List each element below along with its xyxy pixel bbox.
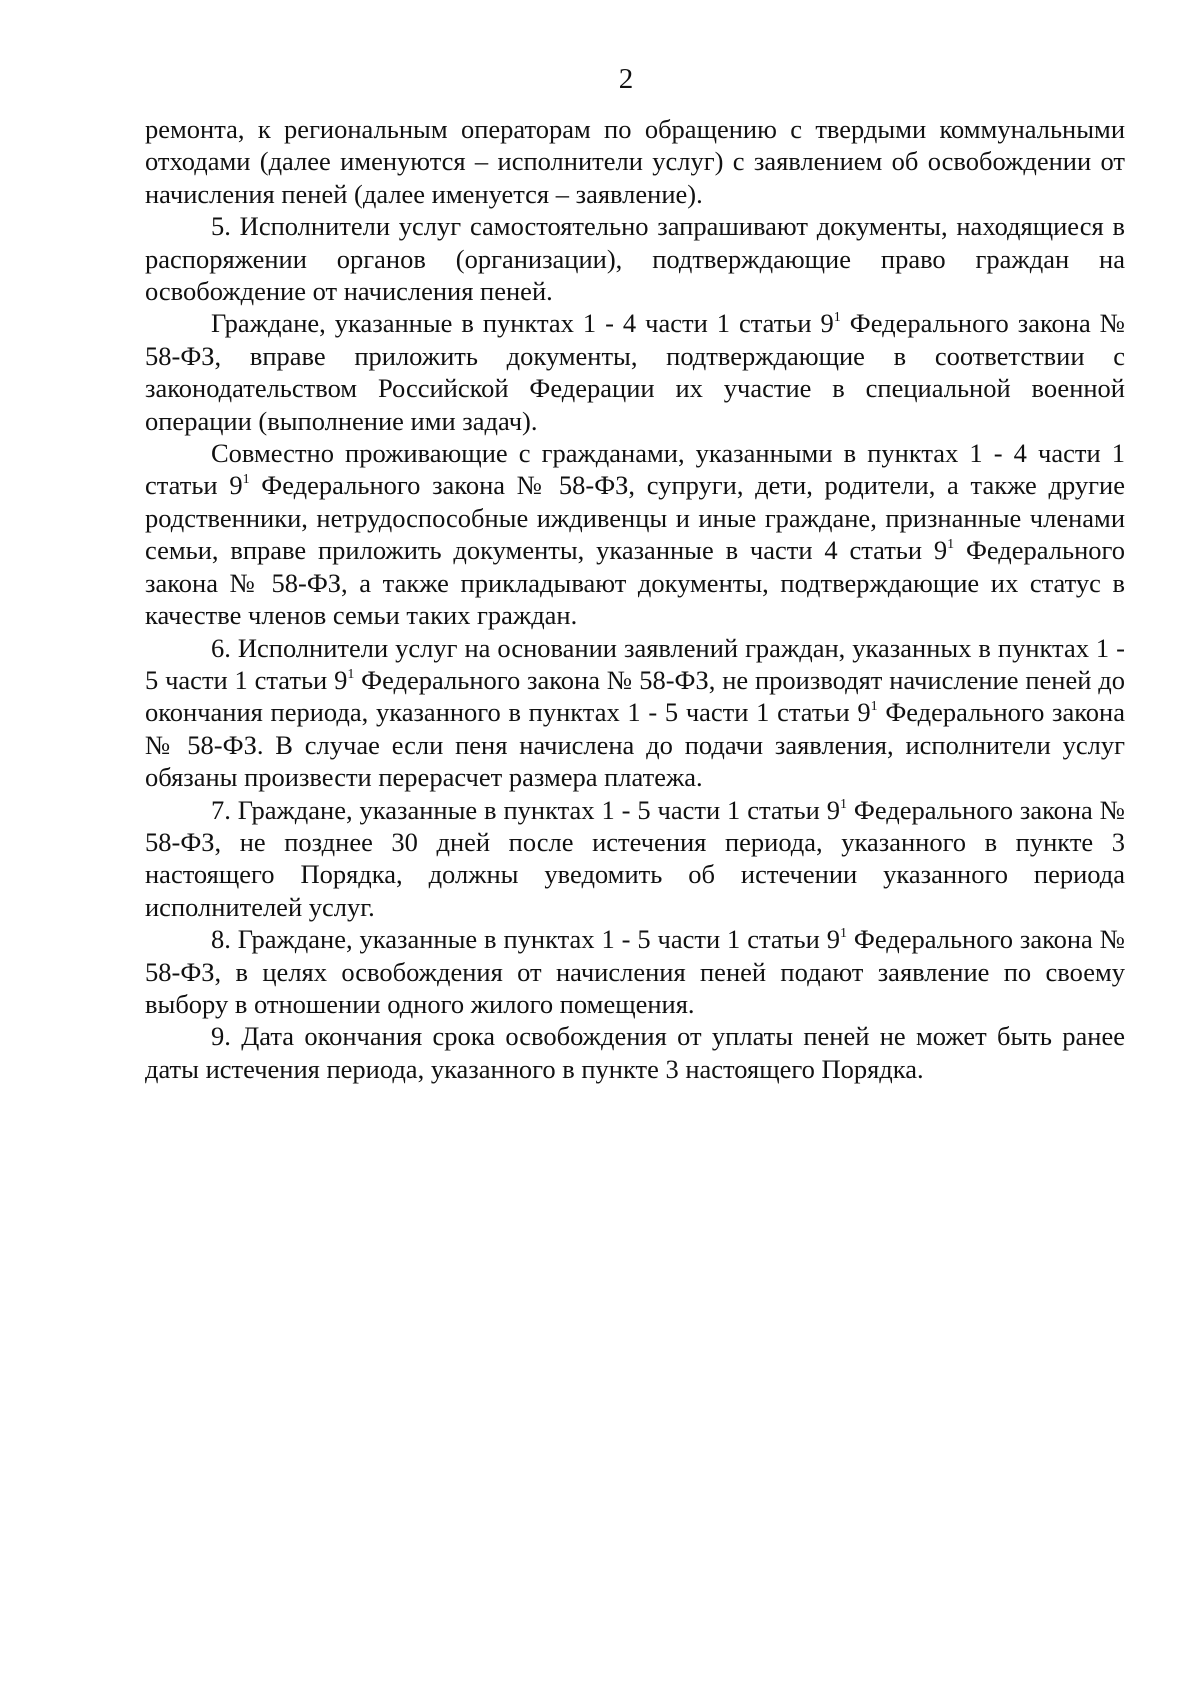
paragraph-text: 8. Граждане, указанные в пунктах 1 - 5 части 1 статьи 9 [211, 924, 840, 955]
paragraph [145, 794, 1125, 924]
paragraph-text: 5. Исполнители услуг самостоятельно запрашивают документы, находящиеся в распоряжении органов (организации), подтверждающие право граждан на освобождение от начисления пеней. [145, 211, 1125, 307]
paragraph-text: Федерального закона № 58-ФЗ, вправе приложить документы, подтверждающие в соответствии с законодательством Российской Федерации их участие в специальной военной операции (выполнение ими задач). [145, 308, 1125, 436]
paragraph [145, 1020, 1125, 1085]
paragraph-text: 9. Дата окончания срока освобождения от уплаты пеней не может быть ранее даты истечения периода, указанного в пункте 3 настоящего Порядка. [145, 1021, 1125, 1084]
paragraph-text: Федерального закона № 58-ФЗ, а также прикладывают документы, подтверждающие их статус в качестве членов семьи таких граждан. [145, 535, 1125, 631]
paragraph-text: Федерального закона № 58-ФЗ, не позднее 30 дней после истечения периода, указанного в пункте 3 настоящего Порядка, должны уведомить об истечении указанного периода исполнителей услуг. [145, 794, 1126, 922]
superscript: 1 [833, 310, 841, 326]
superscript: 1 [947, 537, 955, 553]
paragraph [145, 113, 1125, 210]
document-body [145, 113, 1125, 1085]
paragraph-text: Федерального закона № 58-ФЗ, не производят начисление пеней до окончания периода, указанного в пунктах 1 - 5 части 1 статьи 9 [145, 664, 1125, 728]
paragraph-text: Федерального закона № 58-ФЗ. В случае если пеня начислена до подачи заявления, исполнители услуг обязаны произвести перерасчет размера платежа. [145, 697, 1126, 793]
paragraph-text: 6. Исполнители услуг на основании заявлений граждан, указанных в пунктах 1 - 5 части 1 статьи 9 [145, 632, 1125, 695]
superscript: 1 [839, 926, 847, 942]
page-number: 2 [618, 63, 634, 95]
paragraph-text: Федерального закона № 58-ФЗ, в целях освобождения от начисления пеней подают заявление по своему выбору в отношении одного жилого помещения. [145, 924, 1126, 1019]
superscript: 1 [839, 796, 847, 812]
paragraph [145, 210, 1125, 307]
paragraph [145, 923, 1125, 1020]
paragraph [145, 632, 1125, 794]
superscript: 1 [870, 699, 878, 715]
paragraph-text: 7. Граждане, указанные в пунктах 1 - 5 части 1 статьи 9 [211, 794, 840, 825]
paragraph-text: Граждане, указанные в пунктах 1 - 4 части 1 статьи 9 [211, 308, 834, 339]
paragraph [145, 437, 1125, 631]
paragraph-text: Федерального закона № 58-ФЗ, супруги, дети, родители, а также другие родственники, нетрудоспособные иждивенцы и иные граждане, признанные членами семьи, вправе приложить документы, указанные в части 4 статьи 9 [145, 470, 1125, 566]
paragraph [145, 307, 1125, 437]
paragraph-text: ремонта, к региональным операторам по обращению с твердыми коммунальными отходами (далее именуются – исполнители услуг) с заявлением об освобождении от начисления пеней (далее именуется – заявление). [145, 114, 1125, 209]
superscript: 1 [347, 666, 355, 682]
paragraph-text: Совместно проживающие с гражданами, указанными в пунктах 1 - 4 части 1 статьи 9 [145, 438, 1125, 501]
superscript: 1 [242, 472, 250, 488]
